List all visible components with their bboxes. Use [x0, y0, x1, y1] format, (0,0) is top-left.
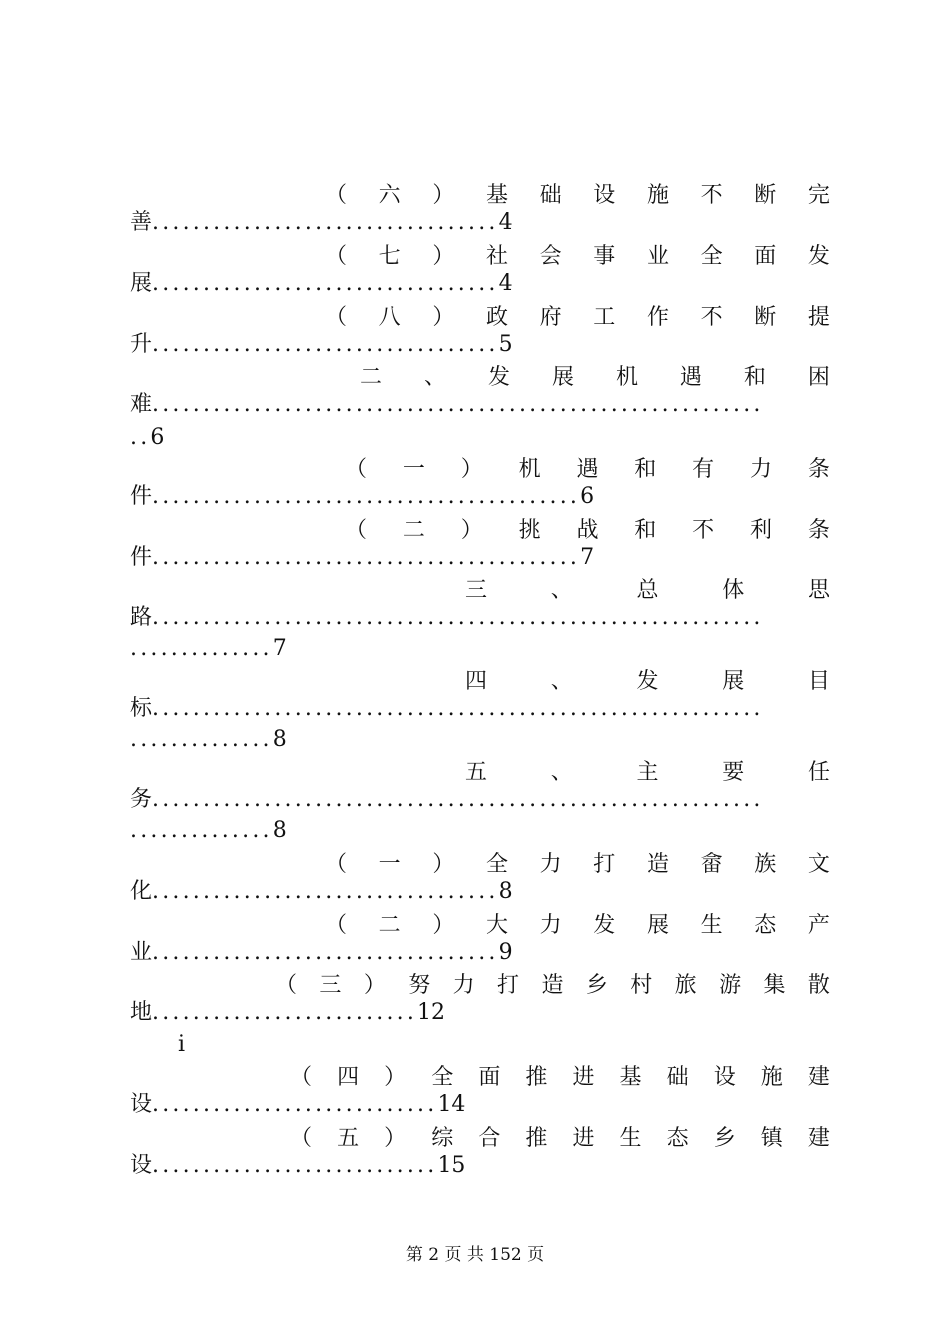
toc-heading-char: 散 — [807, 972, 830, 998]
toc-heading-char: 力 — [452, 972, 475, 998]
toc-heading-char: 展 — [722, 668, 745, 694]
toc-heading-char: 条 — [807, 517, 830, 543]
toc-leader-dots: ............................ — [152, 1153, 438, 1178]
toc-leader-dots: .......................... — [152, 1000, 418, 1025]
toc-tail-char: 善 — [130, 210, 153, 235]
toc-leader-dots: ............................................................ — [152, 696, 764, 721]
toc-heading-char: 生 — [619, 1125, 642, 1151]
toc-entry-heading — [290, 1058, 830, 1092]
toc-heading-char: 困 — [807, 364, 830, 390]
toc-heading-char: 目 — [807, 668, 830, 694]
toc-entry-line — [130, 482, 594, 512]
toc-heading-char: 一 — [402, 456, 425, 482]
toc-entry-heading — [325, 176, 830, 210]
toc-heading-char: 和 — [634, 456, 657, 482]
toc-heading-char: 村 — [630, 972, 653, 998]
toc-heading-char: 力 — [750, 456, 773, 482]
toc-entry-heading — [325, 237, 830, 271]
toc-entry-continuation — [130, 816, 287, 846]
toc-heading-char: 旅 — [674, 972, 697, 998]
toc-entry-heading — [325, 845, 830, 879]
toc-leader-dots: .......................................... — [152, 484, 581, 509]
toc-heading-char: 生 — [700, 912, 723, 938]
toc-heading-char: 任 — [807, 759, 830, 785]
toc-heading-char: 础 — [666, 1064, 689, 1090]
toc-page-number: 6 — [150, 425, 165, 450]
toc-heading-char: 三 — [465, 577, 488, 603]
toc-tail-char: 件 — [130, 545, 153, 570]
toc-heading-char: ） — [460, 517, 483, 543]
toc-heading-char: 机 — [518, 456, 541, 482]
toc-heading-char: （ — [345, 517, 368, 543]
toc-page-number: 12 — [417, 1000, 446, 1025]
toc-heading-char: 设 — [713, 1064, 736, 1090]
toc-entry-heading — [275, 966, 830, 1000]
toc-heading-char: （ — [290, 1125, 313, 1151]
toc-heading-char: 提 — [807, 304, 830, 330]
toc-leader-dots: ............................................................ — [152, 605, 764, 630]
toc-heading-char: 工 — [593, 304, 616, 330]
toc-page-number: 7 — [272, 636, 287, 661]
toc-page-number: 14 — [437, 1092, 466, 1117]
toc-heading-char: 展 — [646, 912, 669, 938]
toc-heading-char: 力 — [539, 851, 562, 877]
toc-heading-char: 基 — [619, 1064, 642, 1090]
toc-heading-char: ） — [432, 912, 455, 938]
toc-heading-char: 、 — [423, 364, 446, 390]
toc-heading-char: 七 — [378, 243, 401, 269]
toc-entry-heading — [290, 1119, 830, 1153]
toc-heading-char: 施 — [646, 182, 669, 208]
toc-heading-char: 进 — [572, 1125, 595, 1151]
toc-leader-dots: .................................. — [152, 210, 499, 235]
toc-leader-dots: .............. — [130, 636, 273, 661]
toc-heading-char: 要 — [722, 759, 745, 785]
toc-heading-char: 、 — [550, 759, 573, 785]
toc-entry-continuation — [130, 423, 164, 453]
toc-heading-char: 发 — [593, 912, 616, 938]
toc-heading-char: 施 — [760, 1064, 783, 1090]
toc-page-number: 5 — [498, 332, 513, 357]
toc-heading-char: 合 — [478, 1125, 501, 1151]
toc-heading-char: 府 — [539, 304, 562, 330]
toc-tail-char: 务 — [130, 787, 153, 812]
toc-heading-char: 、 — [550, 577, 573, 603]
toc-heading-char: 综 — [431, 1125, 454, 1151]
toc-heading-char: 三 — [319, 972, 342, 998]
toc-tail-char: 件 — [130, 484, 153, 509]
toc-heading-char: （ — [325, 182, 348, 208]
toc-heading-char: 完 — [807, 182, 830, 208]
toc-entry-heading — [465, 753, 830, 787]
page-roman-numeral: i — [178, 1032, 186, 1057]
toc-tail-char: 地 — [130, 1000, 153, 1025]
toc-entry-line — [130, 938, 513, 968]
toc-page-number: 4 — [498, 271, 513, 296]
toc-heading-char: 态 — [666, 1125, 689, 1151]
toc-heading-char: 全 — [700, 243, 723, 269]
toc-leader-dots: ............................................................ — [152, 787, 764, 812]
toc-heading-char: 二 — [378, 912, 401, 938]
toc-heading-char: 面 — [754, 243, 777, 269]
toc-heading-char: 面 — [478, 1064, 501, 1090]
toc-heading-char: 五 — [465, 759, 488, 785]
toc-heading-char: 八 — [378, 304, 401, 330]
toc-heading-char: 社 — [485, 243, 508, 269]
toc-heading-char: 断 — [754, 304, 777, 330]
toc-heading-char: 镇 — [760, 1125, 783, 1151]
toc-heading-char: 和 — [743, 364, 766, 390]
toc-heading-char: 遇 — [679, 364, 702, 390]
toc-heading-char: 产 — [807, 912, 830, 938]
toc-heading-char: 大 — [485, 912, 508, 938]
toc-heading-char: 发 — [636, 668, 659, 694]
toc-heading-char: 二 — [360, 364, 383, 390]
toc-entry-continuation — [130, 634, 287, 664]
toc-entry-line — [130, 1151, 465, 1181]
toc-entry-line — [130, 694, 764, 724]
toc-page-number: 8 — [272, 818, 287, 843]
toc-entry-line — [130, 330, 513, 360]
toc-heading-char: 全 — [485, 851, 508, 877]
toc-heading-char: 全 — [431, 1064, 454, 1090]
toc-heading-char: 五 — [337, 1125, 360, 1151]
toc-heading-char: 畲 — [700, 851, 723, 877]
toc-heading-char: 条 — [807, 456, 830, 482]
toc-tail-char: 标 — [130, 696, 153, 721]
toc-heading-char: 展 — [551, 364, 574, 390]
toc-heading-char: 族 — [754, 851, 777, 877]
toc-heading-char: 遇 — [576, 456, 599, 482]
toc-heading-char: 乡 — [713, 1125, 736, 1151]
toc-tail-char: 路 — [130, 605, 153, 630]
toc-heading-char: （ — [325, 243, 348, 269]
toc-entry-line — [130, 543, 594, 573]
toc-heading-char: ） — [384, 1125, 407, 1151]
toc-heading-char: 和 — [634, 517, 657, 543]
toc-heading-char: （ — [325, 851, 348, 877]
toc-entry-heading — [360, 358, 830, 392]
toc-heading-char: 发 — [487, 364, 510, 390]
toc-heading-char: ） — [432, 851, 455, 877]
toc-heading-char: （ — [325, 304, 348, 330]
toc-heading-char: 主 — [636, 759, 659, 785]
toc-tail-char: 化 — [130, 879, 153, 904]
toc-entry-line — [130, 390, 764, 420]
toc-heading-char: 政 — [485, 304, 508, 330]
toc-heading-char: ） — [432, 243, 455, 269]
toc-heading-char: 总 — [636, 577, 659, 603]
toc-tail-char: 升 — [130, 332, 153, 357]
toc-page-number: 8 — [272, 727, 287, 752]
toc-heading-char: 建 — [807, 1064, 830, 1090]
toc-leader-dots: .................................. — [152, 271, 499, 296]
toc-heading-char: （ — [275, 972, 298, 998]
toc-heading-char: 业 — [646, 243, 669, 269]
toc-heading-char: 进 — [572, 1064, 595, 1090]
toc-heading-char: 设 — [593, 182, 616, 208]
toc-heading-char: 发 — [807, 243, 830, 269]
toc-entry-heading — [465, 662, 830, 696]
toc-leader-dots: .................................. — [152, 332, 499, 357]
toc-entry-heading — [345, 450, 830, 484]
toc-heading-char: 文 — [807, 851, 830, 877]
toc-heading-char: 事 — [593, 243, 616, 269]
toc-heading-char: ） — [432, 182, 455, 208]
toc-heading-char: 、 — [550, 668, 573, 694]
toc-leader-dots: .............. — [130, 818, 273, 843]
toc-heading-char: 断 — [754, 182, 777, 208]
toc-heading-char: （ — [345, 456, 368, 482]
toc-heading-char: 一 — [378, 851, 401, 877]
toc-entry-line — [130, 208, 513, 238]
toc-tail-char: 难 — [130, 392, 153, 417]
toc-heading-char: 建 — [807, 1125, 830, 1151]
toc-entry-heading — [325, 906, 830, 940]
toc-heading-char: 态 — [754, 912, 777, 938]
toc-leader-dots: .................................. — [152, 940, 499, 965]
toc-heading-char: 不 — [700, 304, 723, 330]
toc-heading-char: 作 — [646, 304, 669, 330]
toc-tail-char: 业 — [130, 940, 153, 965]
toc-page-number: 7 — [580, 545, 595, 570]
toc-page-number: 4 — [498, 210, 513, 235]
toc-entry-line — [130, 1090, 465, 1120]
toc-heading-char: 四 — [465, 668, 488, 694]
toc-heading-char: 造 — [646, 851, 669, 877]
toc-leader-dots: ............................................................ — [152, 392, 764, 417]
toc-heading-char: 机 — [615, 364, 638, 390]
toc-heading-char: 不 — [700, 182, 723, 208]
toc-entry-line — [130, 785, 764, 815]
toc-heading-char: 战 — [576, 517, 599, 543]
toc-heading-char: ） — [460, 456, 483, 482]
toc-heading-char: ） — [363, 972, 386, 998]
toc-heading-char: 造 — [541, 972, 564, 998]
toc-page-number: 8 — [498, 879, 513, 904]
toc-page-number: 9 — [498, 940, 513, 965]
toc-page-number: 6 — [580, 484, 595, 509]
toc-heading-char: 础 — [539, 182, 562, 208]
toc-entry-line — [130, 998, 445, 1028]
toc-leader-dots: .......................................... — [152, 545, 581, 570]
toc-leader-dots: .............. — [130, 727, 273, 752]
toc-heading-char: 集 — [763, 972, 786, 998]
toc-heading-char: （ — [290, 1064, 313, 1090]
toc-page-number: 15 — [437, 1153, 466, 1178]
toc-heading-char: 挑 — [518, 517, 541, 543]
toc-heading-char: 力 — [539, 912, 562, 938]
toc-entry-heading — [325, 298, 830, 332]
toc-leader-dots: .. — [130, 425, 151, 450]
toc-heading-char: ） — [384, 1064, 407, 1090]
toc-entry-continuation — [130, 725, 287, 755]
toc-heading-char: 利 — [750, 517, 773, 543]
toc-heading-char: 会 — [539, 243, 562, 269]
toc-heading-char: 有 — [692, 456, 715, 482]
toc-heading-char: 体 — [722, 577, 745, 603]
toc-entry-heading — [465, 571, 830, 605]
toc-heading-char: ） — [432, 304, 455, 330]
toc-heading-char: 努 — [408, 972, 431, 998]
toc-entry-line — [130, 603, 764, 633]
toc-tail-char: 展 — [130, 271, 153, 296]
toc-leader-dots: .................................. — [152, 879, 499, 904]
toc-heading-char: 不 — [692, 517, 715, 543]
toc-heading-char: 思 — [807, 577, 830, 603]
page-footer: 第 2 页 共 152 页 — [405, 1245, 545, 1265]
toc-entry-heading — [345, 511, 830, 545]
toc-heading-char: 二 — [402, 517, 425, 543]
toc-heading-char: 打 — [497, 972, 520, 998]
toc-heading-char: 乡 — [585, 972, 608, 998]
toc-heading-char: 基 — [485, 182, 508, 208]
toc-heading-char: 游 — [719, 972, 742, 998]
toc-heading-char: 打 — [593, 851, 616, 877]
toc-entry-line — [130, 877, 513, 907]
toc-tail-char: 设 — [130, 1153, 153, 1178]
toc-heading-char: （ — [325, 912, 348, 938]
toc-entry-line — [130, 269, 513, 299]
toc-leader-dots: ............................ — [152, 1092, 438, 1117]
toc-heading-char: 六 — [378, 182, 401, 208]
toc-heading-char: 推 — [525, 1064, 548, 1090]
toc-tail-char: 设 — [130, 1092, 153, 1117]
toc-heading-char: 四 — [337, 1064, 360, 1090]
toc-heading-char: 推 — [525, 1125, 548, 1151]
